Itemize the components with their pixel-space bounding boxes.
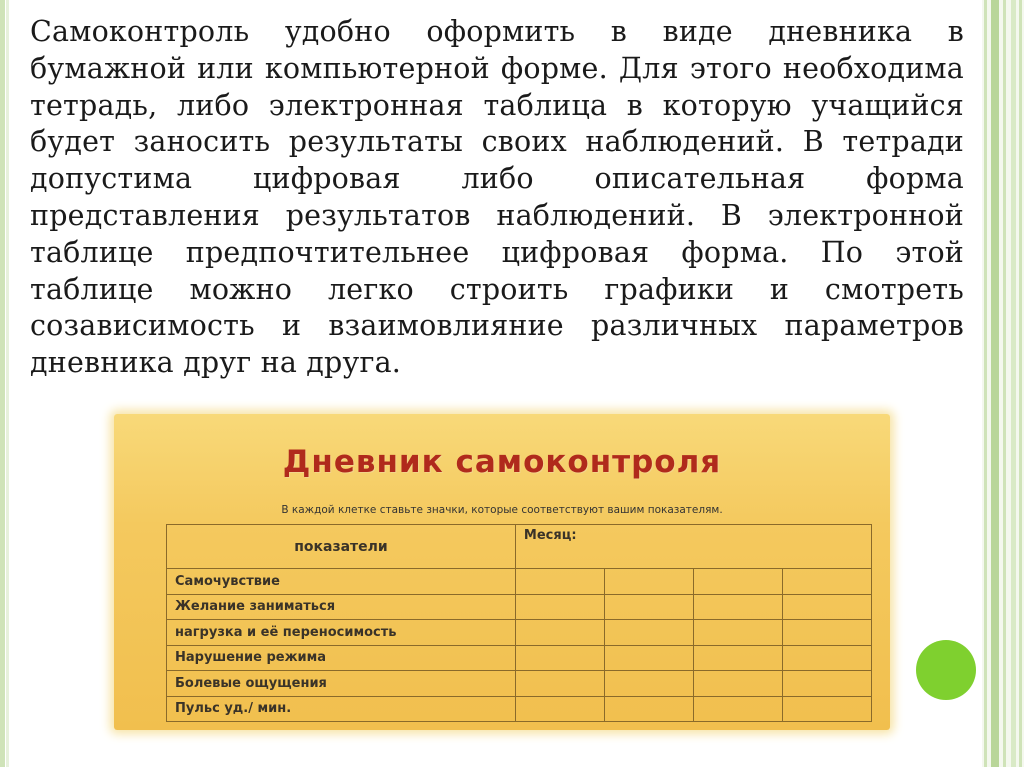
table-cell: [515, 569, 604, 595]
left-decor-strip: [0, 0, 5, 767]
diary-subtitle: В каждой клетке ставьте значки, которые соответствуют вашим показателям.: [281, 504, 723, 516]
table-cell: [515, 645, 604, 671]
row-label: Пульс уд./ мин.: [167, 696, 516, 722]
table-cell: [693, 594, 782, 620]
table-cell: [515, 620, 604, 646]
row-label: Нарушение режима: [167, 645, 516, 671]
table-cell: [782, 696, 871, 722]
slide-paragraph: Самоконтроль удобно оформить в виде дневника в бумажной или компьютерной форме. Для этого необходима тетрадь, либо электронная таблица в которую учащийся будет заносить результаты своих наблюдений. В тетради допустима цифровая либо описательная форма представления результатов наблюдений. В электронной таблице предпочтительнее цифровая форма. По этой таблице можно легко строить графики и смотреть созависимость и взаимовлияние различных параметров дневника друг на друга.: [30, 15, 964, 380]
row-label: нагрузка и её переносимость: [167, 620, 516, 646]
table-cell: [782, 594, 871, 620]
table-cell: [604, 620, 693, 646]
row-label: Самочувствие: [167, 569, 516, 595]
table-cell: [693, 671, 782, 697]
table-cell: [604, 594, 693, 620]
right-decor-stripe: [1019, 0, 1022, 767]
table-cell: [693, 569, 782, 595]
right-decor-stripe: [1011, 0, 1016, 767]
diary-title: Дневник самоконтроля: [282, 444, 722, 480]
table-row: [167, 620, 872, 646]
table-row: [167, 594, 872, 620]
right-decor-stripe: [1003, 0, 1006, 767]
table-row: [167, 696, 872, 722]
table-cell: [604, 569, 693, 595]
diary-table-header: [167, 525, 872, 569]
green-circle-decoration: [916, 640, 976, 700]
table-cell: [604, 671, 693, 697]
right-decor-stripe: [991, 0, 999, 767]
table-cell: [782, 620, 871, 646]
table-cell: [693, 696, 782, 722]
table-cell: [515, 671, 604, 697]
table-row: [167, 569, 872, 595]
indicators-header: показатели: [167, 525, 516, 569]
row-label: Болевые ощущения: [167, 671, 516, 697]
table-cell: [693, 620, 782, 646]
left-decor-strip-inner: [6, 0, 9, 767]
diary-table: [166, 524, 872, 722]
table-cell: [782, 569, 871, 595]
month-header: Месяц:: [515, 525, 871, 569]
table-cell: [693, 645, 782, 671]
right-decor-stripe: [984, 0, 987, 767]
table-cell: [515, 696, 604, 722]
table-row: [167, 671, 872, 697]
table-row: [167, 645, 872, 671]
table-cell: [782, 645, 871, 671]
row-label: Желание заниматься: [167, 594, 516, 620]
table-cell: [515, 594, 604, 620]
table-cell: [782, 671, 871, 697]
table-cell: [604, 645, 693, 671]
table-cell: [604, 696, 693, 722]
self-control-diary-image: [114, 414, 890, 730]
